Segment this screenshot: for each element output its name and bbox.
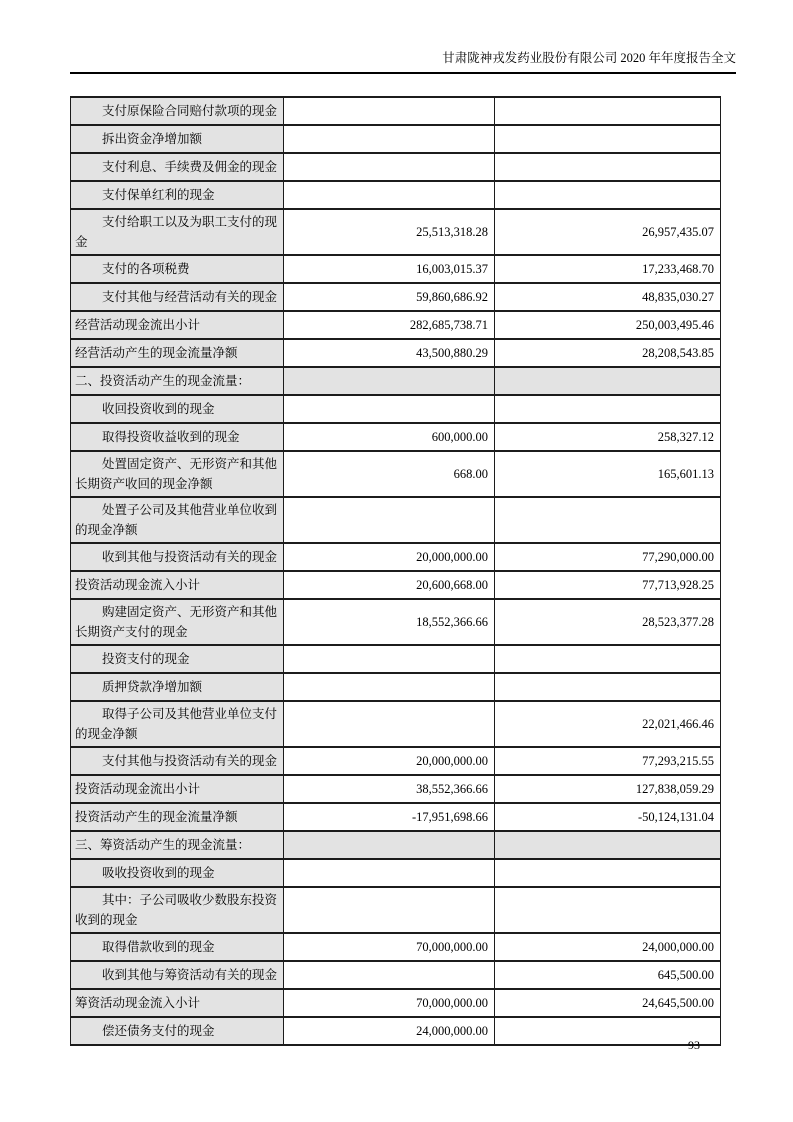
cash-flow-table-body <box>71 97 721 1045</box>
row-label-cell: 偿还债务支付的现金 <box>71 1017 284 1045</box>
value-cell-current-period: 38,552,366.66 <box>284 775 495 803</box>
row-label-cell: 收到其他与筹资活动有关的现金 <box>71 961 284 989</box>
value-cell-current-period: 668.00 <box>284 451 495 497</box>
table-row <box>71 367 721 395</box>
value-cell-prior-period: 28,523,377.28 <box>495 599 721 645</box>
value-cell-prior-period <box>495 673 721 701</box>
value-cell-current-period <box>284 887 495 933</box>
row-label-cell: 三、筹资活动产生的现金流量： <box>71 831 284 859</box>
table-row <box>71 153 721 181</box>
value-cell-prior-period: 24,000,000.00 <box>495 933 721 961</box>
value-cell-current-period: 600,000.00 <box>284 423 495 451</box>
row-label-cell: 投资支付的现金 <box>71 645 284 673</box>
value-cell-current-period: -17,951,698.66 <box>284 803 495 831</box>
table-row <box>71 1017 721 1045</box>
value-cell-current-period: 43,500,880.29 <box>284 339 495 367</box>
table-row <box>71 645 721 673</box>
value-cell-current-period <box>284 125 495 153</box>
value-cell-prior-period: 645,500.00 <box>495 961 721 989</box>
value-cell-prior-period <box>495 181 721 209</box>
row-label-cell: 收回投资收到的现金 <box>71 395 284 423</box>
value-cell-prior-period <box>495 887 721 933</box>
row-label-cell: 支付原保险合同赔付款项的现金 <box>71 97 284 125</box>
table-row <box>71 423 721 451</box>
value-cell-prior-period <box>495 1017 721 1045</box>
value-cell-current-period: 59,860,686.92 <box>284 283 495 311</box>
row-label-cell: 质押贷款净增加额 <box>71 673 284 701</box>
table-row <box>71 859 721 887</box>
table-row <box>71 961 721 989</box>
value-cell-current-period: 70,000,000.00 <box>284 989 495 1017</box>
value-cell-current-period <box>284 181 495 209</box>
value-cell-prior-period <box>495 859 721 887</box>
table-row <box>71 339 721 367</box>
row-label-cell: 取得子公司及其他营业单位支付的现金净额 <box>71 701 284 747</box>
table-row <box>71 701 721 747</box>
row-label-cell: 投资活动现金流出小计 <box>71 775 284 803</box>
page-number: 93 <box>688 1038 700 1052</box>
table-row <box>71 125 721 153</box>
row-label-cell: 二、投资活动产生的现金流量： <box>71 367 284 395</box>
row-label-cell: 支付保单红利的现金 <box>71 181 284 209</box>
value-cell-current-period <box>284 645 495 673</box>
value-cell-current-period: 20,600,668.00 <box>284 571 495 599</box>
row-label-cell: 其中：子公司吸收少数股东投资收到的现金 <box>71 887 284 933</box>
table-row <box>71 989 721 1017</box>
table-row <box>71 255 721 283</box>
value-cell-current-period <box>284 859 495 887</box>
value-cell-prior-period: 48,835,030.27 <box>495 283 721 311</box>
value-cell-current-period <box>284 961 495 989</box>
table-row <box>71 933 721 961</box>
value-cell-current-period <box>284 673 495 701</box>
table-row <box>71 497 721 543</box>
table-row <box>71 775 721 803</box>
value-cell-current-period: 18,552,366.66 <box>284 599 495 645</box>
value-cell-current-period <box>284 367 495 395</box>
report-title: 甘肃陇神戎发药业股份有限公司 2020 年年度报告全文 <box>442 51 736 65</box>
row-label-cell: 处置子公司及其他营业单位收到的现金净额 <box>71 497 284 543</box>
value-cell-current-period: 25,513,318.28 <box>284 209 495 255</box>
value-cell-prior-period: 26,957,435.07 <box>495 209 721 255</box>
value-cell-prior-period <box>495 367 721 395</box>
value-cell-prior-period: 250,003,495.46 <box>495 311 721 339</box>
table-row <box>71 181 721 209</box>
table-row <box>71 803 721 831</box>
value-cell-prior-period: 127,838,059.29 <box>495 775 721 803</box>
value-cell-prior-period: 258,327.12 <box>495 423 721 451</box>
table-row <box>71 747 721 775</box>
value-cell-current-period <box>284 97 495 125</box>
table-row <box>71 599 721 645</box>
table-row <box>71 209 721 255</box>
row-label-cell: 支付给职工以及为职工支付的现金 <box>71 209 284 255</box>
table-row <box>71 543 721 571</box>
table-row <box>71 571 721 599</box>
table-row <box>71 311 721 339</box>
row-label-cell: 支付利息、手续费及佣金的现金 <box>71 153 284 181</box>
row-label-cell: 投资活动产生的现金流量净额 <box>71 803 284 831</box>
row-label-cell: 经营活动产生的现金流量净额 <box>71 339 284 367</box>
table-row <box>71 887 721 933</box>
header-rule <box>70 72 736 74</box>
value-cell-prior-period <box>495 645 721 673</box>
value-cell-current-period: 24,000,000.00 <box>284 1017 495 1045</box>
value-cell-current-period <box>284 701 495 747</box>
value-cell-current-period <box>284 153 495 181</box>
value-cell-prior-period: 17,233,468.70 <box>495 255 721 283</box>
value-cell-prior-period: -50,124,131.04 <box>495 803 721 831</box>
value-cell-prior-period: 165,601.13 <box>495 451 721 497</box>
row-label-cell: 购建固定资产、无形资产和其他长期资产支付的现金 <box>71 599 284 645</box>
value-cell-prior-period: 22,021,466.46 <box>495 701 721 747</box>
value-cell-current-period: 282,685,738.71 <box>284 311 495 339</box>
table-row <box>71 831 721 859</box>
value-cell-current-period: 70,000,000.00 <box>284 933 495 961</box>
value-cell-current-period: 20,000,000.00 <box>284 543 495 571</box>
row-label-cell: 取得投资收益收到的现金 <box>71 423 284 451</box>
value-cell-prior-period <box>495 395 721 423</box>
table-row <box>71 283 721 311</box>
value-cell-current-period <box>284 395 495 423</box>
value-cell-current-period: 20,000,000.00 <box>284 747 495 775</box>
value-cell-prior-period: 28,208,543.85 <box>495 339 721 367</box>
row-label-cell: 投资活动现金流入小计 <box>71 571 284 599</box>
table-row <box>71 673 721 701</box>
row-label-cell: 收到其他与投资活动有关的现金 <box>71 543 284 571</box>
value-cell-current-period <box>284 831 495 859</box>
row-label-cell: 吸收投资收到的现金 <box>71 859 284 887</box>
row-label-cell: 筹资活动现金流入小计 <box>71 989 284 1017</box>
value-cell-prior-period: 24,645,500.00 <box>495 989 721 1017</box>
value-cell-current-period: 16,003,015.37 <box>284 255 495 283</box>
row-label-cell: 处置固定资产、无形资产和其他长期资产收回的现金净额 <box>71 451 284 497</box>
value-cell-prior-period: 77,713,928.25 <box>495 571 721 599</box>
row-label-cell: 拆出资金净增加额 <box>71 125 284 153</box>
table-row <box>71 97 721 125</box>
value-cell-prior-period <box>495 497 721 543</box>
cash-flow-table <box>70 96 721 1046</box>
value-cell-prior-period <box>495 153 721 181</box>
value-cell-current-period <box>284 497 495 543</box>
value-cell-prior-period <box>495 831 721 859</box>
table-row <box>71 395 721 423</box>
table-row <box>71 451 721 497</box>
row-label-cell: 取得借款收到的现金 <box>71 933 284 961</box>
row-label-cell: 经营活动现金流出小计 <box>71 311 284 339</box>
row-label-cell: 支付其他与投资活动有关的现金 <box>71 747 284 775</box>
value-cell-prior-period <box>495 97 721 125</box>
value-cell-prior-period <box>495 125 721 153</box>
value-cell-prior-period: 77,290,000.00 <box>495 543 721 571</box>
row-label-cell: 支付其他与经营活动有关的现金 <box>71 283 284 311</box>
value-cell-prior-period: 77,293,215.55 <box>495 747 721 775</box>
row-label-cell: 支付的各项税费 <box>71 255 284 283</box>
